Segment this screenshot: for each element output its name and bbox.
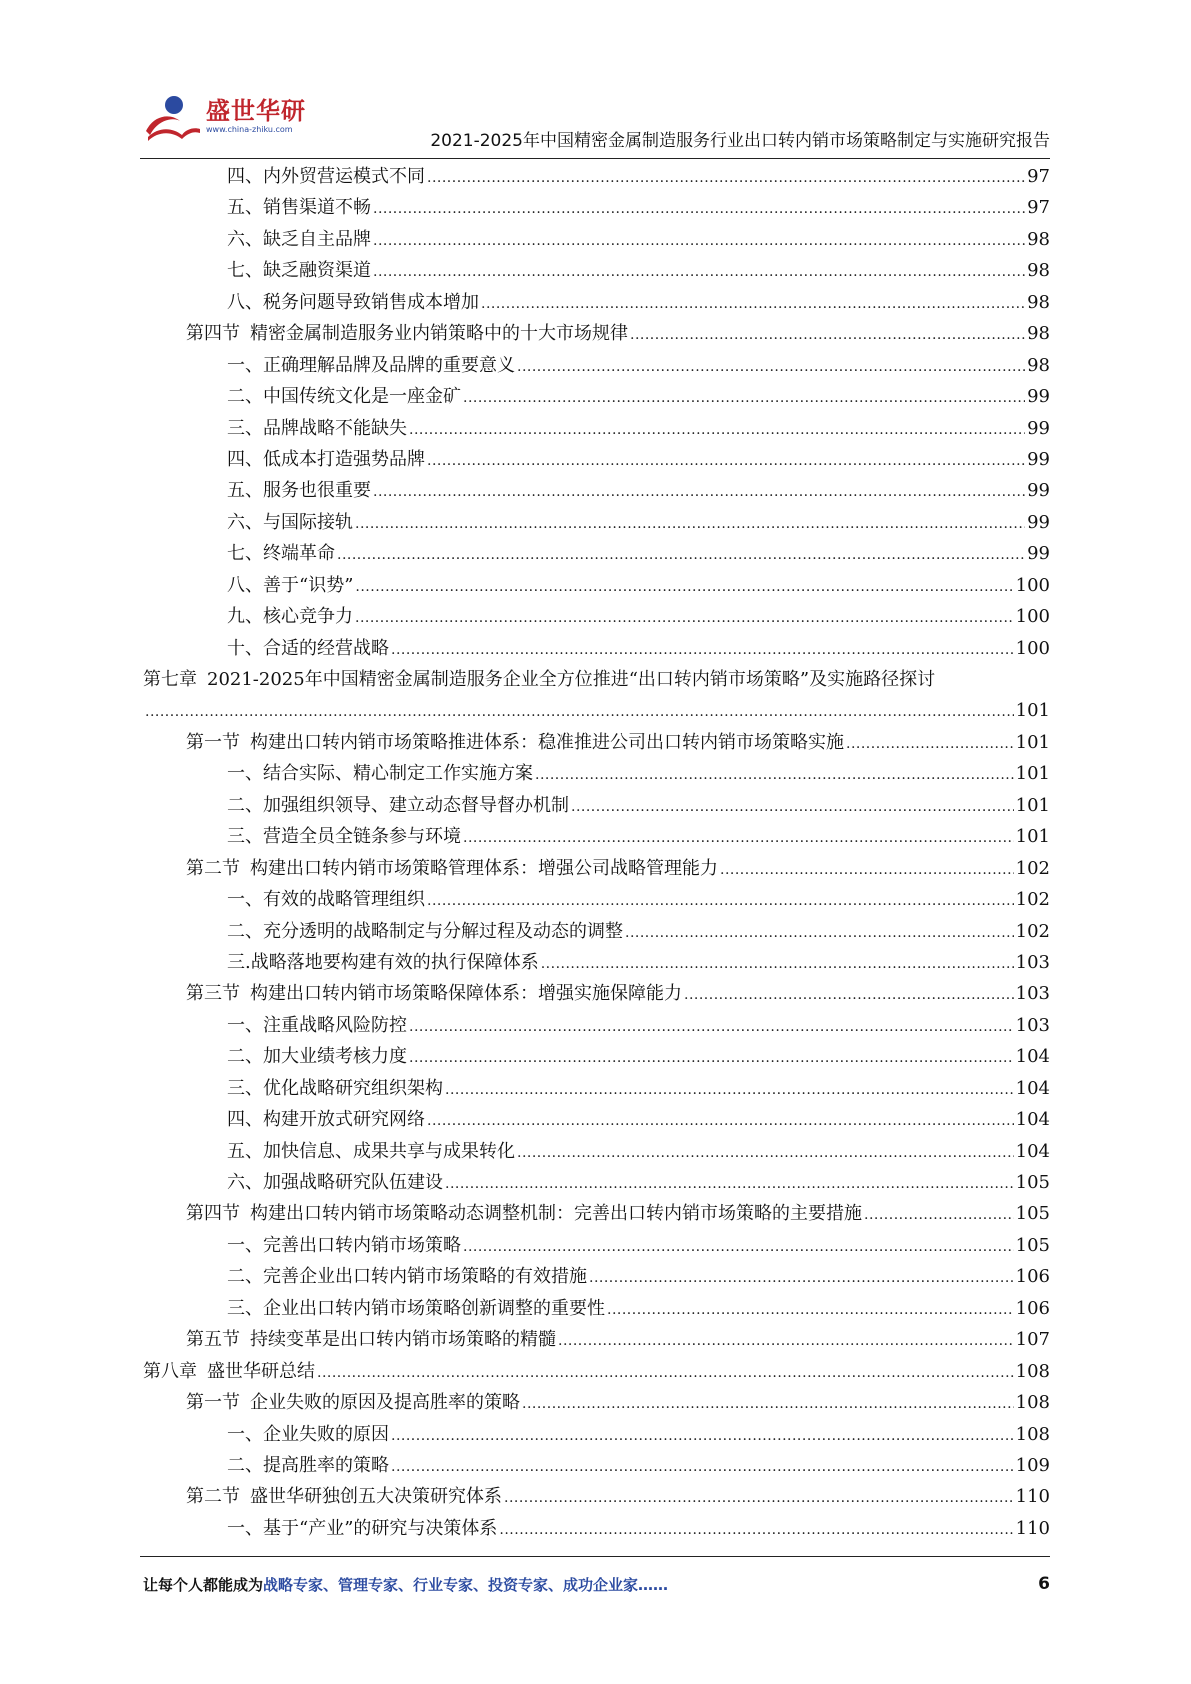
toc-dot-leader [355,570,1013,601]
toc-entry-title: 完善企业出口转内销市场策略的有效措施 [263,1266,587,1288]
toc-dot-leader [391,1419,1014,1450]
toc-page-number: 97 [1027,197,1050,219]
toc-page-number: 100 [1015,606,1050,628]
toc-dot-leader [445,1167,1014,1198]
toc-page-number: 98 [1027,323,1050,345]
toc-entry-number: 一、 [227,763,263,785]
toc-entry-number: 第四节 [186,323,240,345]
toc-entry-title: 正确理解品牌及品牌的重要意义 [263,354,515,376]
toc-page-number: 104 [1015,1077,1050,1099]
toc-entry[interactable] [143,224,1050,255]
toc-dot-leader [409,1010,1014,1041]
toc-entry[interactable] [143,664,1050,695]
toc-dot-leader [463,381,1025,412]
toc-dot-leader [481,287,1025,318]
toc-entry-number: 八、 [227,574,263,596]
toc-entry-label [227,1230,461,1261]
toc-page-number: 100 [1015,637,1050,659]
toc-entry-label [227,381,461,412]
toc-page-number: 110 [1015,1517,1050,1539]
toc-page-number: 102 [1015,889,1050,911]
toc-entry-label [227,1450,389,1481]
toc-dot-leader [317,1356,1014,1387]
toc-entry-number: 第四节 [186,1203,240,1225]
footer-slogan-highlight: 战略专家、管理专家、行业专家、投资专家、成功企业家…… [263,1576,669,1594]
toc-entry[interactable] [143,1073,1050,1104]
toc-entry-title: 注重战略风险防控 [263,1014,407,1036]
toc-entry[interactable] [143,758,1050,789]
toc-entry-number: 第一节 [186,1392,240,1414]
toc-entry-number: 四、 [227,166,263,187]
toc-entry[interactable] [143,790,1050,821]
brand-name: 盛世华研 [206,97,306,125]
toc-entry-title: 构建开放式研究网络 [263,1109,425,1131]
toc-page-number: 99 [1027,386,1050,408]
toc-entry-number: 第一节 [186,731,240,753]
toc-entry-label [227,1513,497,1544]
toc-entry[interactable] [143,1356,1050,1387]
toc-dot-leader [625,916,1014,947]
toc-entry-label [227,1136,515,1167]
toc-entry-title: 加强战略研究队伍建设 [263,1172,443,1193]
toc-entry-number: 五、 [227,1140,263,1162]
toc-entry-number: 三. [227,951,251,973]
toc-entry[interactable] [143,413,1050,444]
toc-entry[interactable] [143,1261,1050,1292]
toc-entry[interactable] [143,853,1050,884]
toc-entry[interactable] [143,1041,1050,1072]
toc-entry-number: 五、 [227,197,263,219]
toc-entry-label [227,287,479,318]
footer-slogan [143,1574,668,1595]
toc-page-number: 104 [1015,1109,1050,1131]
toc-entry-number: 一、 [227,354,263,376]
toc-entry-title: 企业失败的原因 [263,1423,389,1445]
toc-entry-number: 二、 [227,794,263,816]
toc-dot-leader [864,1198,1014,1229]
toc-entry-title: 战略落地要构建有效的执行保障体系 [250,951,539,973]
toc-entry-title: 构建出口转内销市场策略管理体系：增强公司战略管理能力 [250,857,718,879]
toc-entry[interactable] [143,1513,1050,1544]
toc-entry-number: 十、 [227,637,263,659]
toc-entry[interactable] [143,381,1050,412]
toc-dot-leader [558,1324,1014,1355]
toc-entry-number: 四、 [227,1109,263,1131]
page-header [140,80,1050,160]
toc-entry[interactable] [143,507,1050,538]
toc-entry-title: 企业失败的原因及提高胜率的策略 [250,1392,520,1414]
toc-dot-leader [846,727,1014,758]
toc-entry[interactable] [143,255,1050,286]
footer-slogan-prefix: 让每个人都能成为 [143,1576,264,1594]
toc-page-number: 99 [1027,543,1050,565]
toc-entry-number: 一、 [227,1014,263,1036]
toc-entry[interactable] [143,1450,1050,1481]
toc-entry-label [186,1198,862,1229]
toc-entry-number: 二、 [227,920,263,942]
toc-entry[interactable] [143,1230,1050,1261]
toc-entry[interactable] [143,1387,1050,1418]
toc-entry-title: 精密金属制造服务业内销策略中的十大市场规律 [250,323,628,345]
toc-entry-number: 第七章 [143,669,197,690]
toc-entry-title: 终端革命 [263,543,335,565]
toc-dot-leader [517,350,1025,381]
toc-entry-number: 七、 [227,543,263,565]
toc-entry-title: 优化战略研究组织架构 [263,1077,443,1099]
toc-dot-leader [391,1450,1014,1481]
toc-entry-title: 中国传统文化是一座金矿 [263,386,461,408]
toc-entry[interactable] [143,1419,1050,1450]
toc-dot-leader [409,413,1025,444]
toc-dot-leader [504,1481,1014,1512]
toc-entry-number: 第八章 [143,1360,197,1382]
toc-entry-number: 三、 [227,1077,263,1099]
toc-dot-leader [463,1230,1014,1261]
toc-entry-number: 三、 [227,826,263,848]
toc-page-number: 99 [1027,417,1050,439]
toc-page-number: 102 [1015,857,1050,879]
toc-page-number: 105 [1015,1234,1050,1256]
toc-entry-number: 七、 [227,260,263,282]
toc-entry-label [227,821,461,852]
toc-entry-title: 加大业绩考核力度 [263,1046,407,1068]
toc-page-number: 103 [1015,1014,1050,1036]
toc-entry-title: 缺乏融资渠道 [263,260,371,282]
toc-entry-label [186,1387,520,1418]
toc-entry-number: 八、 [227,291,263,313]
toc-page-number: 104 [1015,1046,1050,1068]
toc-page-number: 99 [1027,480,1050,502]
toc-entry-number: 六、 [227,511,263,533]
toc-entry-label [227,538,335,569]
toc-page-number: 107 [1015,1329,1050,1351]
toc-entry-title: 与国际接轨 [263,511,353,533]
toc-dot-leader [499,1513,1013,1544]
header-divider [140,158,1050,159]
toc-entry[interactable] [143,727,1050,758]
toc-dot-leader [720,853,1014,884]
toc-dot-leader [684,978,1014,1009]
toc-dot-leader [522,1387,1014,1418]
toc-entry-label [227,475,371,506]
toc-dot-leader [445,1073,1014,1104]
toc-page-number: 101 [1015,794,1050,816]
toc-entry[interactable] [143,1136,1050,1167]
toc-entry[interactable] [143,570,1050,601]
toc-entry-title: 核心竞争力 [263,606,353,628]
toc-entry-title: 基于“产业”的研究与决策体系 [263,1517,498,1539]
toc-page-number: 98 [1027,291,1050,313]
toc-entry-title: 提高胜率的策略 [263,1454,389,1476]
toc-page-number: 97 [1027,166,1050,187]
toc-page-number: 101 [1015,763,1050,785]
toc-entry-label [227,884,425,915]
toc-entry-title: 构建出口转内销市场策略保障体系：增强实施保障能力 [250,983,682,1005]
toc-entry[interactable] [143,884,1050,915]
toc-entry-label [186,318,628,349]
toc-entry-title: 结合实际、精心制定工作实施方案 [263,763,533,785]
toc-entry[interactable] [143,475,1050,506]
toc-entry-label [227,413,407,444]
toc-entry[interactable] [143,1104,1050,1135]
toc-entry-number: 二、 [227,386,263,408]
toc-entry-title: 服务也很重要 [263,480,371,502]
toc-entry-label [143,1356,315,1387]
toc-entry[interactable] [143,916,1050,947]
toc-entry-label [186,853,718,884]
toc-entry[interactable] [143,1481,1050,1512]
toc-entry-number: 一、 [227,1423,263,1445]
toc-page-number: 102 [1015,920,1050,942]
toc-entry-number: 第三节 [186,983,240,1005]
toc-page-number: 108 [1015,1392,1050,1414]
toc-entry-label [227,161,425,192]
toc-entry-number: 二、 [227,1046,263,1068]
toc-entry-title: 加强组织领导、建立动态督导督办机制 [263,794,569,816]
toc-entry-number: 六、 [227,228,263,250]
brand-url: www.china-zhiku.com [206,125,293,134]
toc-page-number: 105 [1015,1203,1050,1225]
toc-page-number: 100 [1015,574,1050,596]
toc-page-number: 105 [1015,1172,1050,1193]
toc-entry-label [227,224,371,255]
toc-dot-leader [373,192,1025,223]
toc-dot-leader [373,255,1025,286]
toc-entry-label [227,1041,407,1072]
toc-page-number: 101 [1015,826,1050,848]
toc-entry-label [227,350,515,381]
toc-entry[interactable] [143,695,1050,726]
toc-entry-label [227,1073,443,1104]
toc-page-number: 99 [1027,511,1050,533]
toc-entry-label [186,727,844,758]
toc-entry-number: 三、 [227,1297,263,1319]
toc-entry-label [227,570,353,601]
toc-entry-title: 盛世华研总结 [207,1360,315,1382]
toc-entry[interactable] [143,947,1050,978]
toc-entry[interactable] [143,192,1050,223]
toc-entry[interactable] [143,1324,1050,1355]
toc-dot-leader [607,1293,1014,1324]
toc-entry-number: 一、 [227,1517,263,1539]
toc-entry-number: 六、 [227,1172,263,1193]
toc-entry-title: 内外贸营运模式不同 [263,166,425,187]
toc-dot-leader [427,444,1025,475]
toc-entry[interactable] [143,1293,1050,1324]
toc-entry-label [227,1104,425,1135]
toc-entry-number: 一、 [227,889,263,911]
toc-page-number: 103 [1015,951,1050,973]
toc-entry-title: 缺乏自主品牌 [263,228,371,250]
toc-entry-number: 第五节 [186,1329,240,1351]
toc-entry-title: 构建出口转内销市场策略动态调整机制：完善出口转内销市场策略的主要措施 [250,1203,862,1225]
toc-entry-title: 善于“识势” [263,574,354,596]
toc-entry-title: 持续变革是出口转内销市场策略的精髓 [250,1329,556,1351]
toc-page-number: 104 [1015,1140,1050,1162]
toc-page-number: 106 [1015,1297,1050,1319]
toc-entry-label [227,192,371,223]
toc-entry[interactable] [143,1010,1050,1041]
table-of-contents [143,161,1050,1544]
toc-dot-leader [145,695,1014,726]
toc-dot-leader [373,224,1025,255]
toc-page-number: 110 [1015,1486,1050,1508]
toc-entry-label [227,947,539,978]
toc-dot-leader [589,1261,1014,1292]
toc-dot-leader [571,790,1014,821]
toc-entry[interactable] [143,161,1050,192]
report-title: 2021-2025年中国精密金属制造服务行业出口转内销市场策略制定与实施研究报告 [430,131,1050,151]
toc-page-number: 99 [1027,448,1050,470]
toc-entry[interactable] [143,1167,1050,1198]
toc-entry[interactable] [143,538,1050,569]
toc-dot-leader [535,758,1014,789]
toc-dot-leader [517,1136,1014,1167]
book-logo-icon [140,85,202,147]
toc-entry-number: 五、 [227,480,263,502]
toc-entry-number: 第二节 [186,857,240,879]
toc-entry[interactable] [143,287,1050,318]
toc-dot-leader [391,633,1014,664]
toc-dot-leader [427,884,1014,915]
footer-divider [140,1556,1050,1557]
toc-entry-label [186,978,682,1009]
toc-entry[interactable] [143,444,1050,475]
toc-entry-label [227,601,353,632]
toc-entry-label [227,255,371,286]
toc-entry[interactable] [143,633,1050,664]
toc-page-number: 101 [1015,700,1050,722]
toc-entry[interactable] [143,318,1050,349]
toc-entry-label [227,1293,605,1324]
toc-entry-title: 低成本打造强势品牌 [263,448,425,470]
toc-entry-number: 三、 [227,417,263,439]
toc-entry-title: 2021-2025年中国精密金属制造服务企业全方位推进“出口转内销市场策略”及实施路径探讨 [207,669,936,690]
toc-entry-label [227,507,353,538]
toc-entry-title: 营造全员全链条参与环境 [263,826,461,848]
toc-entry-number: 四、 [227,448,263,470]
toc-entry-label [227,916,623,947]
toc-entry-title: 完善出口转内销市场策略 [263,1234,461,1256]
toc-page-number: 98 [1027,228,1050,250]
toc-dot-leader [427,161,1025,192]
page-footer [143,1574,1050,1600]
toc-entry-label [227,1261,587,1292]
toc-entry[interactable] [143,601,1050,632]
toc-entry-number: 第二节 [186,1486,240,1508]
toc-page-number: 101 [1015,731,1050,753]
toc-dot-leader [463,821,1014,852]
toc-entry[interactable] [143,978,1050,1009]
toc-dot-leader [373,475,1025,506]
toc-dot-leader [355,601,1014,632]
toc-entry-label [227,1167,443,1198]
toc-entry-title: 加快信息、成果共享与成果转化 [263,1140,515,1162]
toc-entry-number: 二、 [227,1454,263,1476]
brand-logo [140,85,340,145]
toc-entry-title: 税务问题导致销售成本增加 [263,291,479,313]
toc-entry-title: 有效的战略管理组织 [263,889,425,911]
toc-entry-title: 合适的经营战略 [263,637,389,659]
toc-page-number: 98 [1027,260,1050,282]
toc-page-number: 108 [1015,1360,1050,1382]
toc-entry[interactable] [143,1198,1050,1229]
toc-entry-label [227,790,569,821]
toc-entry-title: 构建出口转内销市场策略推进体系：稳准推进公司出口转内销市场策略实施 [250,731,844,753]
toc-entry[interactable] [143,350,1050,381]
toc-entry-label [186,1324,556,1355]
toc-entry-number: 九、 [227,606,263,628]
toc-page-number: 109 [1015,1454,1050,1476]
toc-entry-label [186,1481,502,1512]
toc-page-number: 103 [1015,983,1050,1005]
toc-entry-number: 一、 [227,1234,263,1256]
toc-entry-label [227,758,533,789]
toc-entry[interactable] [143,821,1050,852]
toc-dot-leader [337,538,1025,569]
toc-entry-label [227,633,389,664]
toc-page-number: 98 [1027,354,1050,376]
toc-dot-leader [355,507,1025,538]
toc-entry-title: 盛世华研独创五大决策研究体系 [250,1486,502,1508]
toc-page-number: 106 [1015,1266,1050,1288]
toc-entry-title: 品牌战略不能缺失 [263,417,407,439]
toc-entry-title: 销售渠道不畅 [263,197,371,219]
toc-dot-leader [541,947,1014,978]
toc-entry-title: 充分透明的战略制定与分解过程及动态的调整 [263,920,623,942]
toc-entry-label [227,444,425,475]
toc-entry-title: 企业出口转内销市场策略创新调整的重要性 [263,1297,605,1319]
toc-entry-label [227,1010,407,1041]
toc-page-number: 108 [1015,1423,1050,1445]
toc-dot-leader [630,318,1025,349]
toc-entry-number: 二、 [227,1266,263,1288]
toc-dot-leader [427,1104,1014,1135]
toc-entry-label [227,1419,389,1450]
toc-entry-label [143,664,935,695]
toc-dot-leader [409,1041,1014,1072]
page-number: 6 [1038,1574,1050,1594]
